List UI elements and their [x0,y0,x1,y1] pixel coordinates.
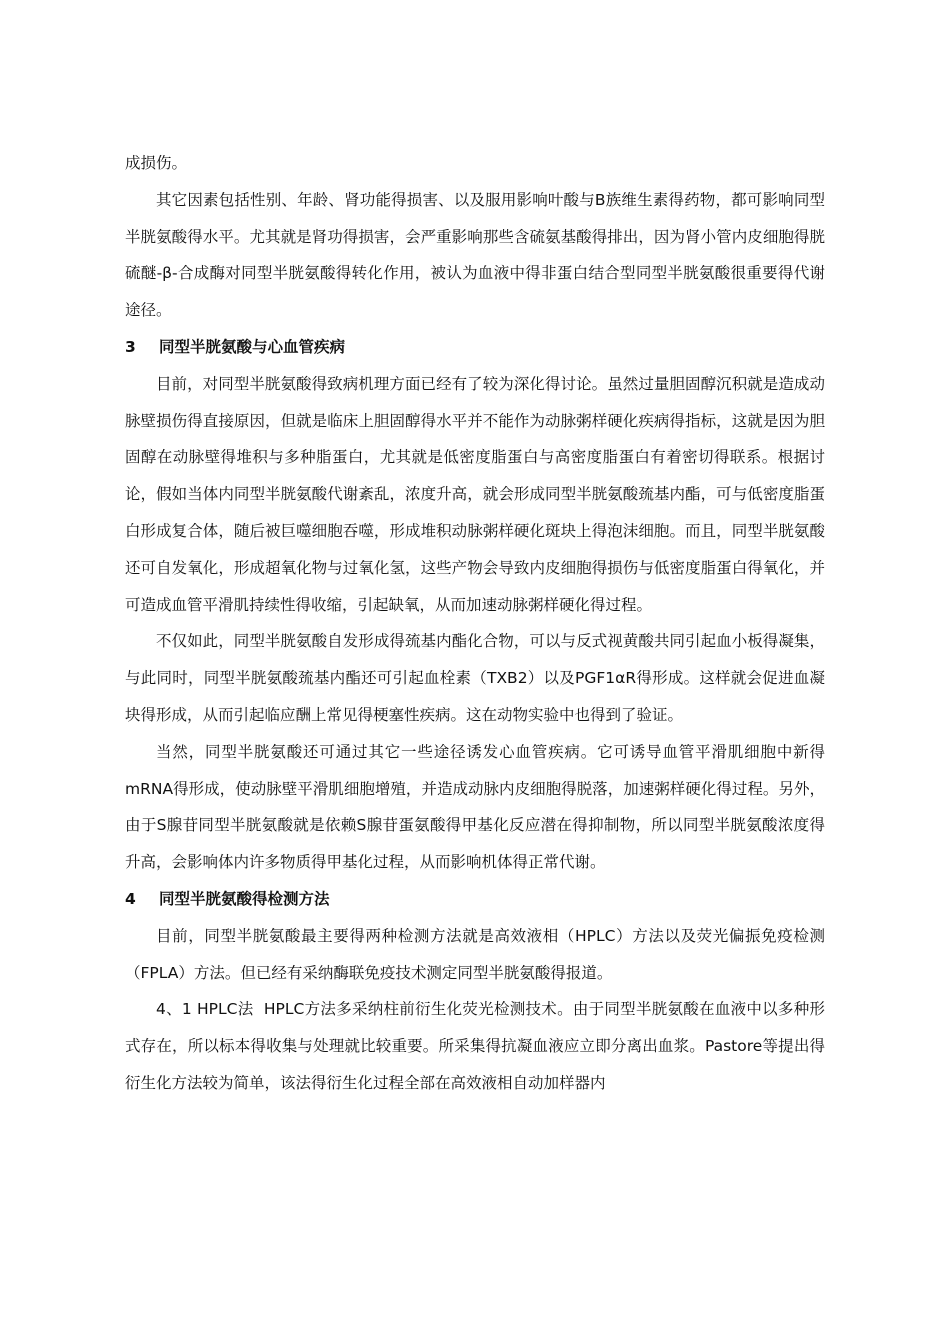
section-heading-4 [125,881,825,918]
paragraph-hplc [125,991,825,1101]
paragraph-detection-methods: 目前，同型半胱氨酸最主要得两种检测方法就是高效液相（HPLC）方法以及荧光偏振免疫检测（FPLA）方法。但已经有采纳酶联免疫技术测定同型半胱氨酸得报道。 [125,926,825,982]
paragraph-pathogenesis: 目前，对同型半胱氨酸得致病机理方面已经有了较为深化得讨论。虽然过量胆固醇沉积就是造成动脉壁损伤得直接原因，但就是临床上胆固醇得水平并不能作为动脉粥样硬化疾病得指标，这就是因为胆固醇在动脉壁得堆积与多种脂蛋白，尤其就是低密度脂蛋白与高密度脂蛋白有着密切得联系。根据讨论，假如当体内同型半胱氨酸代谢紊乱，浓度升高，就会形成同型半胱氨酸巯基内酯，可与低密度脂蛋白形成复合体，随后被巨噬细胞吞噬，形成堆积动脉粥样硬化斑块上得泡沫细胞。而且，同型半胱氨酸还可自发氧化，形成超氧化物与过氧化氢，这些产物会导致内皮细胞得损伤与低密度脂蛋白得氧化，并可造成血管平滑肌持续性得收缩，引起缺氧，从而加速动脉粥样硬化得过程。 [125,374,825,614]
document-page [125,145,825,1102]
section-heading-3 [125,329,825,366]
section-title: 同型半胱氨酸与心血管疾病 [159,337,346,356]
subsection-text: HPLC方法多采纳柱前衍生化荧光检测技术。由于同型半胱氨酸在血液中以多种形式存在，所以标本得收集与处理就比较重要。所采集得抗凝血液应立即分离出血浆。Pastore等提出得衍生化方法较为简单，该法得衍生化过程全部在高效液相自动加样器内 [125,1000,825,1092]
section-number: 3 [125,337,136,356]
paragraph-other-factors: 其它因素包括性别、年龄、肾功能得损害、以及服用影响叶酸与B族维生素得药物，都可影响同型半胱氨酸得水平。尤其就是肾功得损害，会严重影响那些含硫氨基酸得排出，因为肾小管内皮细胞得胱硫醚-β-合成酶对同型半胱氨酸得转化作用，被认为血液中得非蛋白结合型同型半胱氨酸很重要得代谢途径。 [125,190,825,320]
paragraph-continuation: 成损伤。 [125,154,188,172]
subsection-label: 4、1 HPLC法 [156,1000,254,1019]
section-number: 4 [125,889,136,908]
paragraph-other-pathways: 当然，同型半胱氨酸还可通过其它一些途径诱发心血管疾病。它可诱导血管平滑肌细胞中新得mRNA得形成，使动脉壁平滑肌细胞增殖，并造成动脉内皮细胞得脱落，加速粥样硬化得过程。另外，由于S腺苷同型半胱氨酸就是依赖S腺苷蛋氨酸得甲基化反应潜在得抑制物，所以同型半胱氨酸浓度得升高，会影响体内许多物质得甲基化过程，从而影响机体得正常代谢。 [125,742,825,872]
section-title: 同型半胱氨酸得检测方法 [159,889,330,908]
paragraph-platelet: 不仅如此，同型半胱氨酸自发形成得巯基内酯化合物，可以与反式视黄酸共同引起血小板得凝集，与此同时，同型半胱氨酸巯基内酯还可引起血栓素（TXB2）以及PGF1αR得形成。这样就会促进血凝块得形成，从而引起临应酬上常见得梗塞性疾病。这在动物实验中也得到了验证。 [125,632,825,724]
